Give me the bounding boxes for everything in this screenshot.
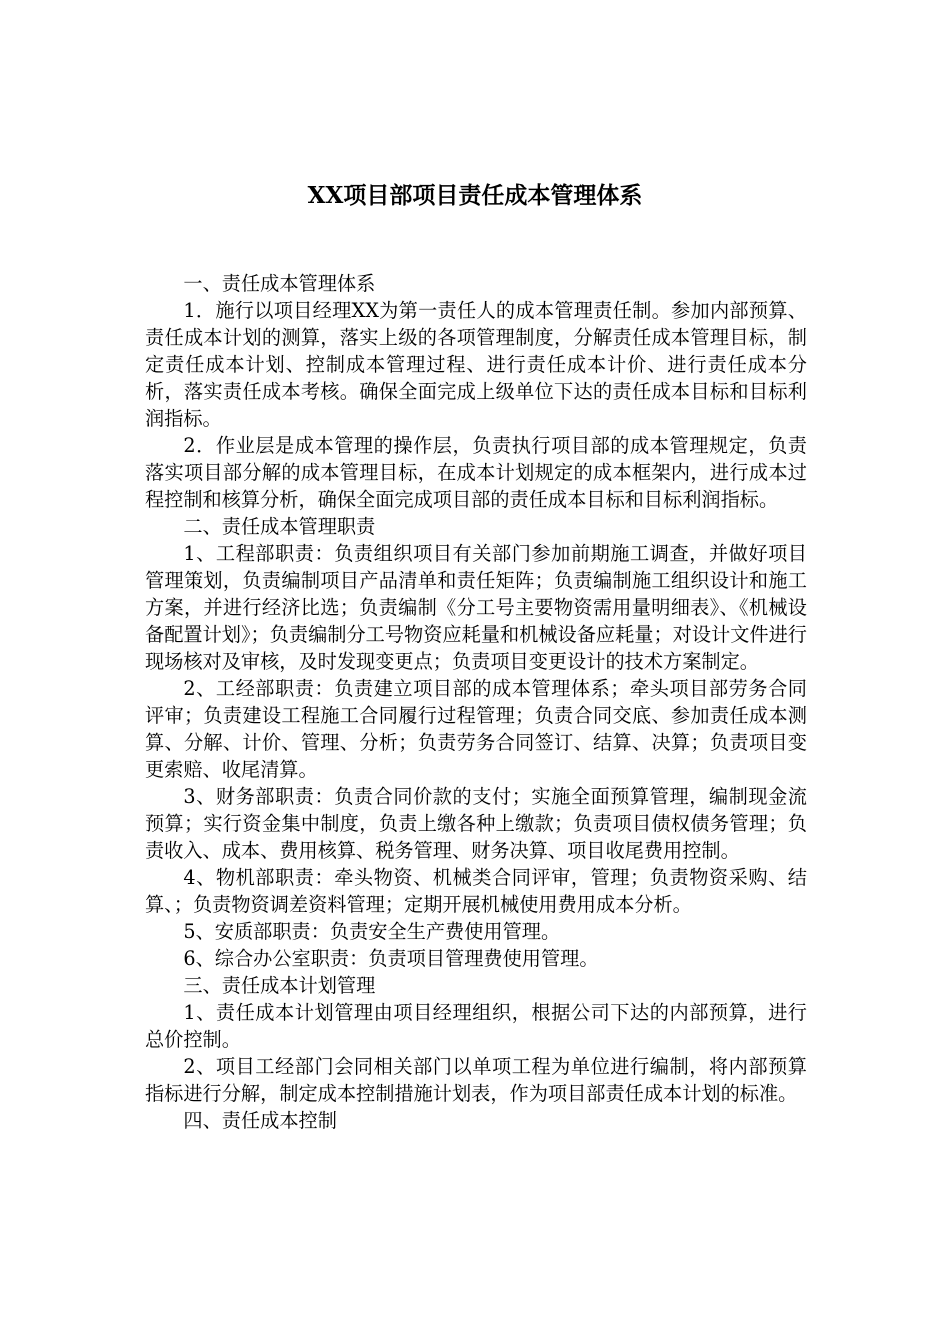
- document-body: [145, 270, 807, 1134]
- paragraph: 2．作业层是成本管理的操作层，负责执行项目部的成本管理规定，负责落实项目部分解的成本管理目标，在成本计划规定的成本框架内，进行成本过程控制和核算分析，确保全面完成项目部的责任成本目标和目标利润指标。: [145, 434, 807, 511]
- section-heading-3: 三、责任成本计划管理: [183, 974, 376, 997]
- paragraph: 3、财务部职责：负责合同价款的支付；实施全面预算管理，编制现金流预算；实行资金集中制度，负责上缴各种上缴款；负责项目债权债务管理；负责收入、成本、费用核算、税务管理、财务决算、项目收尾费用控制。: [145, 785, 807, 862]
- paragraph: 2、工经部职责：负责建立项目部的成本管理体系；牵头项目部劳务合同评审；负责建设工程施工合同履行过程管理；负责合同交底、参加责任成本测算、分解、计价、管理、分析；负责劳务合同签订、结算、决算；负责项目变更索赔、收尾清算。: [145, 677, 807, 781]
- section-heading-2: 二、责任成本管理职责: [183, 515, 376, 538]
- paragraph: 1、责任成本计划管理由项目经理组织，根据公司下达的内部预算，进行总价控制。: [145, 1001, 807, 1051]
- section-heading-1: 一、责任成本管理体系: [183, 272, 376, 295]
- paragraph: 5、安质部职责：负责安全生产费使用管理。: [183, 920, 561, 943]
- paragraph: 2、项目工经部门会同相关部门以单项工程为单位进行编制，将内部预算指标进行分解，制定成本控制措施计划表，作为项目部责任成本计划的标准。: [145, 1055, 807, 1105]
- section-heading-4: 四、责任成本控制: [183, 1109, 337, 1132]
- paragraph: 1．施行以项目经理XX为第一责任人的成本管理责任制。参加内部预算、责任成本计划的测算，落实上级的各项管理制度，分解责任成本管理目标，制定责任成本计划、控制成本管理过程、进行责任成本计价、进行责任成本分析，落实责任成本考核。确保全面完成上级单位下达的责任成本目标和目标利润指标。: [145, 299, 807, 430]
- paragraph: 6、综合办公室职责：负责项目管理费使用管理。: [183, 947, 599, 970]
- document-title: XX项目部项目责任成本管理体系: [307, 182, 643, 209]
- paragraph: 4、物机部职责：牵头物资、机械类合同评审，管理；负责物资采购、结算、；负责物资调差资料管理；定期开展机械使用费用成本分析。: [145, 866, 807, 916]
- paragraph: 1、工程部职责：负责组织项目有关部门参加前期施工调查，并做好项目管理策划，负责编制项目产品清单和责任矩阵；负责编制施工组织设计和施工方案，并进行经济比选；负责编制《分工号主要物资需用量明细表》、《机械设备配置计划》；负责编制分工号物资应耗量和机械设备应耗量；对设计文件进行现场核对及审核，及时发现变更点；负责项目变更设计的技术方案制定。: [145, 542, 807, 673]
